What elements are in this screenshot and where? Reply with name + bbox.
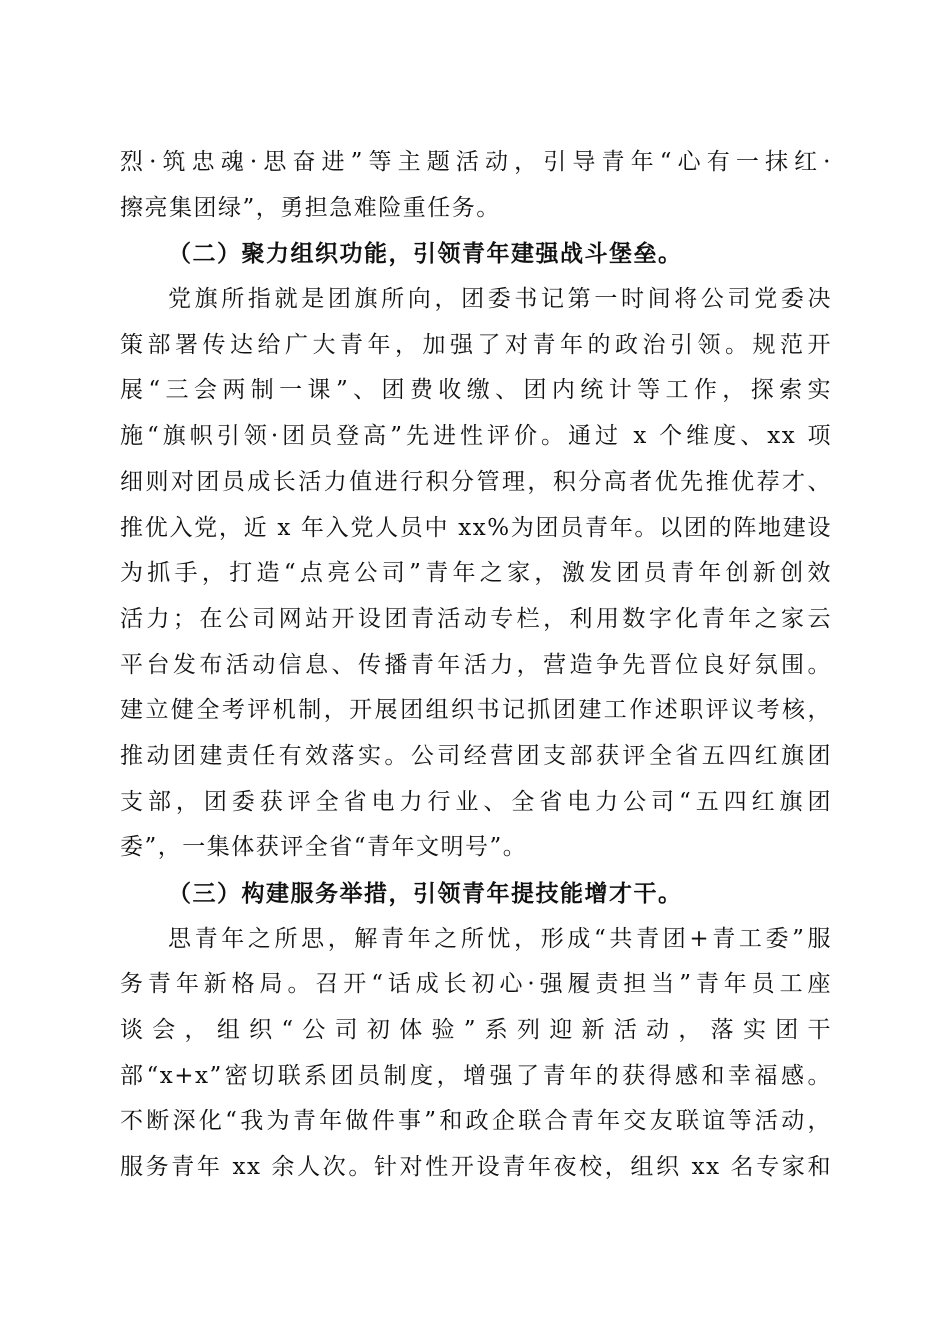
paragraph-line: 施“旗帜引领·团员登高”先进性评价。通过 x 个维度、xx 项	[120, 423, 832, 450]
document-body	[120, 140, 832, 1191]
paragraph-line: 不断深化“我为青年做件事”和政企联合青年交友联谊等活动，	[120, 1108, 832, 1135]
paragraph-line: 策部署传达给广大青年，加强了对青年的政治引领。规范开	[120, 331, 832, 358]
paragraph-line: 展“三会两制一课”、团费收缴、团内统计等工作，探索实	[120, 377, 832, 404]
paragraph-line: 细则对团员成长活力值进行积分管理，积分高者优先推优荐才、	[120, 468, 832, 495]
paragraph-line: 烈·筑忠魂·思奋进”等主题活动，引导青年“心有一抹红·	[120, 149, 832, 175]
paragraph-line: 思青年之所思，解青年之所忧，形成“共青团+青工委”服	[168, 925, 832, 952]
paragraph-line: 擦亮集团绿”，勇担急难险重任务。	[120, 194, 501, 221]
paragraph-line: 部“x+x”密切联系团员制度，增强了青年的获得感和幸福感。	[120, 1062, 832, 1089]
section-heading-line: （三）构建服务举措，引领青年提技能增才干。	[168, 880, 683, 907]
section-heading-line: （二）聚力组织功能，引领青年建强战斗堡垒。	[168, 240, 683, 268]
paragraph-line: 推动团建责任有效落实。公司经营团支部获评全省五四红旗团	[120, 742, 832, 769]
paragraph-line: 推优入党，近 x 年入党人员中 xx%为团员青年。以团的阵地建设	[120, 514, 832, 541]
paragraph-line: 平台发布活动信息、传播青年活力，营造争先晋位良好氛围。	[120, 651, 832, 678]
paragraph-line: 党旗所指就是团旗所向，团委书记第一时间将公司党委决	[168, 286, 832, 313]
paragraph-line: 委”，一集体获评全省“青年文明号”。	[120, 834, 528, 861]
paragraph-line: 活力；在公司网站开设团青活动专栏，利用数字化青年之家云	[120, 605, 832, 632]
paragraph-line: 务青年新格局。召开“话成长初心·强履责担当”青年员工座	[120, 971, 832, 998]
paragraph-line: 支部，团委获评全省电力行业、全省电力公司“五四红旗团	[120, 788, 832, 815]
paragraph-line: 服务青年 xx 余人次。针对性开设青年夜校，组织 xx 名专家和	[120, 1154, 832, 1181]
paragraph-line: 谈会，组织“公司初体验”系列迎新活动，落实团干	[120, 1017, 832, 1044]
paragraph-line: 为抓手，打造“点亮公司”青年之家，激发团员青年创新创效	[120, 560, 832, 587]
paragraph-line: 建立健全考评机制，开展团组织书记抓团建工作述职评议考核，	[120, 697, 832, 724]
